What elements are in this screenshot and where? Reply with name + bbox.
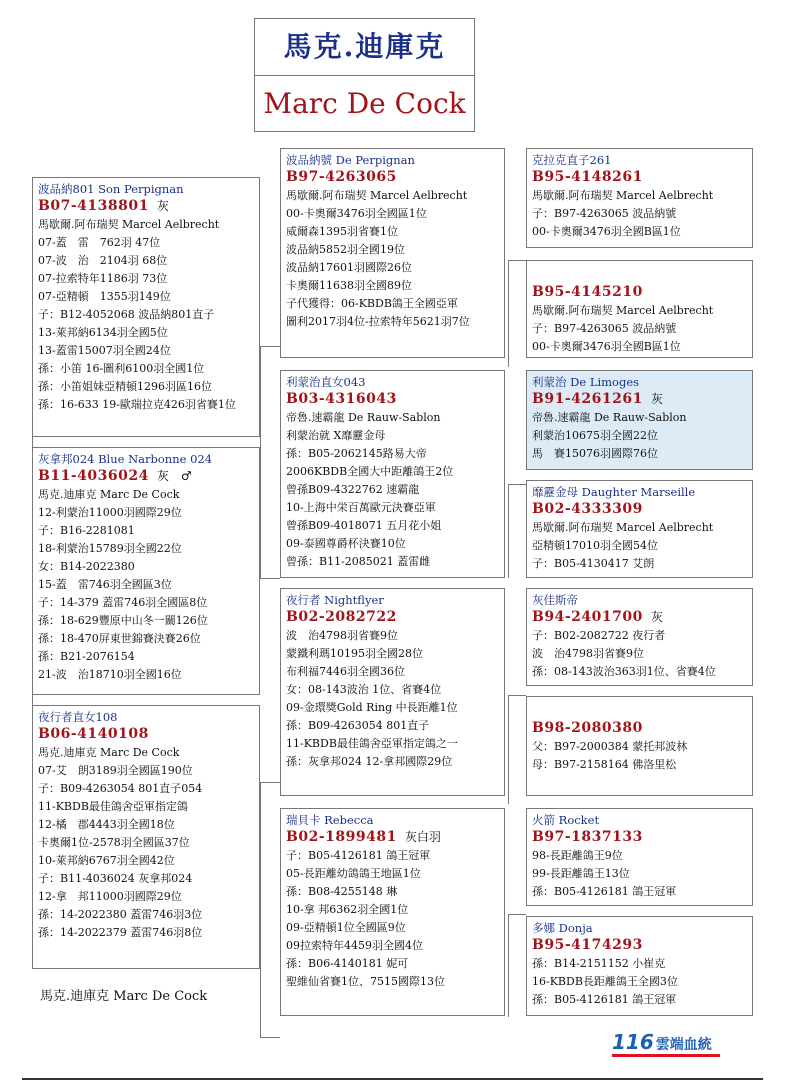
bird-name: 利蒙治 De Limoges <box>532 375 640 389</box>
detail-line: 女：08-143波治 1位、省賽4位 <box>286 683 442 696</box>
detail-line: 波 治4798羽省賽9位 <box>286 629 398 642</box>
bird-name: 克拉克直子261 <box>532 153 612 167</box>
detail-line: 00-卡奧爾3476羽全國B區1位 <box>532 340 681 353</box>
detail-line: 12-橘 郡4443羽全國18位 <box>38 818 175 831</box>
pedigree-card-gd1[interactable] <box>280 370 505 578</box>
detail-line: 曾孫B09-4322762 速霸龍 <box>286 483 420 496</box>
detail-line: 女：B14-2022380 <box>38 560 135 573</box>
detail-line: 子：B02-2082722 夜行者 <box>532 629 666 642</box>
ring-number: B97-4263065 <box>286 169 397 185</box>
pedigree-card-gs2[interactable] <box>280 588 505 796</box>
pedigree-card-dam2[interactable] <box>32 705 260 969</box>
detail-line: 利蒙治10675羽全國22位 <box>532 429 658 442</box>
ring-number: B06-4140108 <box>38 726 149 742</box>
detail-line: 09-亞精頓1位全國區9位 <box>286 921 406 934</box>
bottom-rule <box>22 1078 763 1080</box>
pedigree-card-gd2[interactable] <box>280 808 505 1016</box>
logo-text: 雲端血統 <box>655 1037 712 1053</box>
connector <box>260 346 261 578</box>
detail-line: 馬歇爾.阿布瑞契 Marcel Aelbrecht <box>38 218 220 231</box>
ring-number: B11-4036024 灰 ♂ <box>38 468 192 484</box>
detail-line: 卡奧爾11638羽全國89位 <box>286 279 412 292</box>
detail-line: 子代獲得：06-KBDB鴿王全國亞軍 <box>286 297 458 310</box>
detail-line: 曾孫：B11-2085021 蓋雷雌 <box>286 555 431 568</box>
detail-line: 孫：B05-4126181 鴿王冠軍 <box>532 885 677 898</box>
connector <box>508 914 526 915</box>
ring-number: B95-4148261 <box>532 169 643 185</box>
connector <box>260 782 261 1037</box>
pedigree-card-dam[interactable] <box>32 447 260 695</box>
connector <box>508 695 526 696</box>
detail-line: 子：B09-4263054 801直子054 <box>38 782 203 795</box>
connector <box>260 782 280 783</box>
pedigree-card-ggs4[interactable] <box>526 808 753 906</box>
ring-number: B97-1837133 <box>532 829 643 845</box>
detail-line: 09-泰國尊爵杯決賽10位 <box>286 537 406 550</box>
detail-line: 00-卡奧爾3476羽全國B區1位 <box>532 225 681 238</box>
detail-line: 孫：B14-2151152 小崔克 <box>532 957 666 970</box>
bird-name: 瑞貝卡 Rebecca <box>286 813 374 827</box>
detail-line: 卡奧爾1位-2578羽全國區37位 <box>38 836 190 849</box>
pedigree-card-ggd2[interactable] <box>526 480 753 578</box>
detail-line: 子：B05-4126181 鴿王冠軍 <box>286 849 431 862</box>
detail-line: 蒙鐵利瑪10195羽全國28位 <box>286 647 423 660</box>
ring-number: B91-4261261 灰 <box>532 391 663 407</box>
detail-line: 波品納5852羽全國19位 <box>286 243 405 256</box>
detail-line: 孫：18-629豐原中山冬一關126位 <box>38 614 208 627</box>
detail-line: 21-波 治18710羽全國16位 <box>38 668 182 681</box>
detail-line: 12-拿 邦11000羽國際29位 <box>38 890 182 903</box>
detail-line: 孫：16-633 19-歐瑞拉克426羽省賽1位 <box>38 398 236 411</box>
detail-line: 父：B97-2000384 蒙托邦波林 <box>532 740 688 753</box>
detail-line: 帝魯.速霸龍 De Rauw-Sablon <box>286 411 441 424</box>
bird-name: 夜行者直女108 <box>38 710 118 724</box>
ring-number: B02-1899481 灰白羽 <box>286 829 441 845</box>
detail-line: 子：B16-2281081 <box>38 524 135 537</box>
detail-line: 18-利蒙治15789羽全國22位 <box>38 542 182 555</box>
detail-line: 09-金環獎Gold Ring 中長距離1位 <box>286 701 458 714</box>
detail-line: 孫：B05-2062145路易大帝 <box>286 447 427 460</box>
ring-number: B02-2082722 <box>286 609 397 625</box>
connector <box>508 695 509 804</box>
title-box <box>254 18 475 132</box>
detail-line: 07-艾 朗3189羽全國區190位 <box>38 764 193 777</box>
detail-line: 孫：小笛姐妹亞精頓1296羽區16位 <box>38 380 212 393</box>
detail-line: 13-蓋雷15007羽全國24位 <box>38 344 171 357</box>
detail-line: 馬克.迪庫克 Marc De Cock <box>38 746 180 759</box>
connector <box>508 260 526 261</box>
detail-line: 10-拿 邦6362羽全國1位 <box>286 903 409 916</box>
detail-line: 孫：08-143波治363羽1位、省賽4位 <box>532 665 716 678</box>
detail-line: 馬歇爾.阿布瑞契 Marcel Aelbrecht <box>532 521 714 534</box>
pedigree-card-gs1[interactable] <box>280 148 505 358</box>
subject-name-cn: 馬克.迪庫克 <box>255 19 474 76</box>
detail-line: 05-長距離幼鴿鴿王地區1位 <box>286 867 421 880</box>
detail-line: 聖維仙省賽1位、7515國際13位 <box>286 975 445 988</box>
detail-line: 子：B11-4036024 灰拿邦024 <box>38 872 193 885</box>
detail-line: 子：B97-4263065 波品納號 <box>532 207 677 220</box>
detail-line: 07-蓋 雷 762羽 47位 <box>38 236 161 249</box>
detail-line: 馬克.迪庫克 Marc De Cock <box>38 488 180 501</box>
detail-line: 孫：灰拿邦024 12-拿邦國際29位 <box>286 755 453 768</box>
detail-line: 07-波 治 2104羽 68位 <box>38 254 168 267</box>
detail-line: 11-KBDB最佳鴿舍亞軍指定鴿之一 <box>286 737 458 750</box>
detail-line: 波 治4798羽省賽9位 <box>532 647 644 660</box>
ring-number: B95-4174293 <box>532 937 643 953</box>
detail-line: 2006KBDB全國大中距離鴿王2位 <box>286 465 454 478</box>
detail-line: 子：B97-4263065 波品納號 <box>532 322 677 335</box>
detail-line: 孫：18-470屏東世錦賽決賽26位 <box>38 632 201 645</box>
detail-line: 子：14-379 蓋雷746羽全國區8位 <box>38 596 208 609</box>
detail-line: 子：B12-4052068 波品納801直子 <box>38 308 215 321</box>
detail-line: 威爾森1395羽省賽1位 <box>286 225 398 238</box>
detail-line: 馬歇爾.阿布瑞契 Marcel Aelbrecht <box>286 189 468 202</box>
detail-line: 孫：B06-4140181 妮可 <box>286 957 409 970</box>
connector <box>508 484 526 485</box>
pedigree-card-ggd1[interactable] <box>526 260 753 358</box>
pedigree-card-ggs3[interactable] <box>526 588 753 686</box>
connector <box>260 346 280 347</box>
detail-line: 利蒙治就 X靡靂金母 <box>286 429 386 442</box>
detail-line: 帝魯.速霸龍 De Rauw-Sablon <box>532 411 687 424</box>
bird-name: 灰拿邦024 Blue Narbonne 024 <box>38 452 213 466</box>
detail-line: 曾孫B09-4018071 五月花小姐 <box>286 519 442 532</box>
ring-number: B02-4333309 <box>532 501 643 517</box>
connector <box>508 914 509 1017</box>
bird-name: 灰佳斯帝 <box>532 593 578 607</box>
bird-name: 火箭 Rocket <box>532 813 600 827</box>
bird-name: 波品納801 Son Perpignan <box>38 182 184 196</box>
ring-number: B07-4138801 灰 <box>38 198 169 214</box>
detail-line: 馬 賽15076羽國際76位 <box>532 447 658 460</box>
detail-line: 馬歇爾.阿布瑞契 Marcel Aelbrecht <box>532 189 714 202</box>
bird-name: 波品納號 De Perpignan <box>286 153 415 167</box>
bird-name: 靡靂金母 Daughter Marseille <box>532 485 696 499</box>
breeder-name: 馬克.迪庫克 Marc De Cock <box>40 989 208 1004</box>
detail-line: 12-利蒙治11000羽國際29位 <box>38 506 182 519</box>
detail-line: 子：B05-4130417 艾朗 <box>532 557 655 570</box>
detail-line: 16-KBDB長距離鴿王全國3位 <box>532 975 678 988</box>
detail-line: 孫：B21-2076154 <box>38 650 135 663</box>
detail-line: 10-上海中栄百萬歐元決賽亞軍 <box>286 501 436 514</box>
pedigree-card-ggd4[interactable] <box>526 916 753 1016</box>
site-logo[interactable] <box>612 1030 712 1054</box>
detail-line: 09拉索特年4459羽全國4位 <box>286 939 423 952</box>
detail-line: 布利福7446羽全國36位 <box>286 665 405 678</box>
detail-line: 99-長距離鴿王13位 <box>532 867 630 880</box>
ring-number: B95-4145210 <box>532 284 643 300</box>
pedigree-card-ggs2[interactable] <box>526 370 753 470</box>
connector <box>260 1037 280 1038</box>
detail-line: 98-長距離鴿王9位 <box>532 849 623 862</box>
detail-line: 母：B97-2158164 佛洛里松 <box>532 758 677 771</box>
connector <box>260 578 280 579</box>
ring-number: B03-4316043 <box>286 391 397 407</box>
detail-line: 孫：小笛 16-圖利6100羽全國1位 <box>38 362 205 375</box>
connector <box>508 260 509 367</box>
detail-line: 13-萊邦納6134羽全國5位 <box>38 326 168 339</box>
detail-line: 圖利2017羽4位-拉索特年5621羽7位 <box>286 315 470 328</box>
connector <box>32 437 33 447</box>
detail-line: 孫：B08-4255148 琳 <box>286 885 398 898</box>
bird-name: 利蒙治直女043 <box>286 375 366 389</box>
bird-name: 夜行者 Nightflyer <box>286 593 384 607</box>
bird-name: 多娜 Donja <box>532 921 593 935</box>
detail-line: 馬歇爾.阿布瑞契 Marcel Aelbrecht <box>532 304 714 317</box>
logo-underline <box>612 1054 720 1057</box>
pedigree-card-ggs1[interactable] <box>526 148 753 248</box>
detail-line: 11-KBDB最佳鴿舍亞軍指定鴿 <box>38 800 188 813</box>
ring-number: B98-2080380 <box>532 720 643 736</box>
detail-line: 孫：B05-4126181 鴿王冠軍 <box>532 993 677 1006</box>
connector <box>32 695 33 705</box>
logo-number: 116 <box>612 1030 654 1054</box>
detail-line: 孫：14-2022380 蓋雷746羽3位 <box>38 908 203 921</box>
ring-number: B94-2401700 灰 <box>532 609 663 625</box>
detail-line: 孫：B09-4263054 801直子 <box>286 719 430 732</box>
pedigree-card-sire[interactable] <box>32 177 260 437</box>
detail-line: 10-萊邦納6767羽全國42位 <box>38 854 175 867</box>
detail-line: 00-卡奧爾3476羽全國區1位 <box>286 207 427 220</box>
detail-line: 亞精頓17010羽全國54位 <box>532 539 658 552</box>
detail-line: 孫：14-2022379 蓋雷746羽8位 <box>38 926 203 939</box>
subject-name-en: Marc De Cock <box>263 87 466 120</box>
connector <box>508 484 509 578</box>
pedigree-card-ggd3[interactable] <box>526 696 753 796</box>
detail-line: 15-蓋 雷746羽全國區3位 <box>38 578 172 591</box>
detail-line: 波品納17601羽國際26位 <box>286 261 412 274</box>
detail-line: 07-亞精頓 1355羽149位 <box>38 290 171 303</box>
detail-line: 07-拉索特年1186羽 73位 <box>38 272 168 285</box>
